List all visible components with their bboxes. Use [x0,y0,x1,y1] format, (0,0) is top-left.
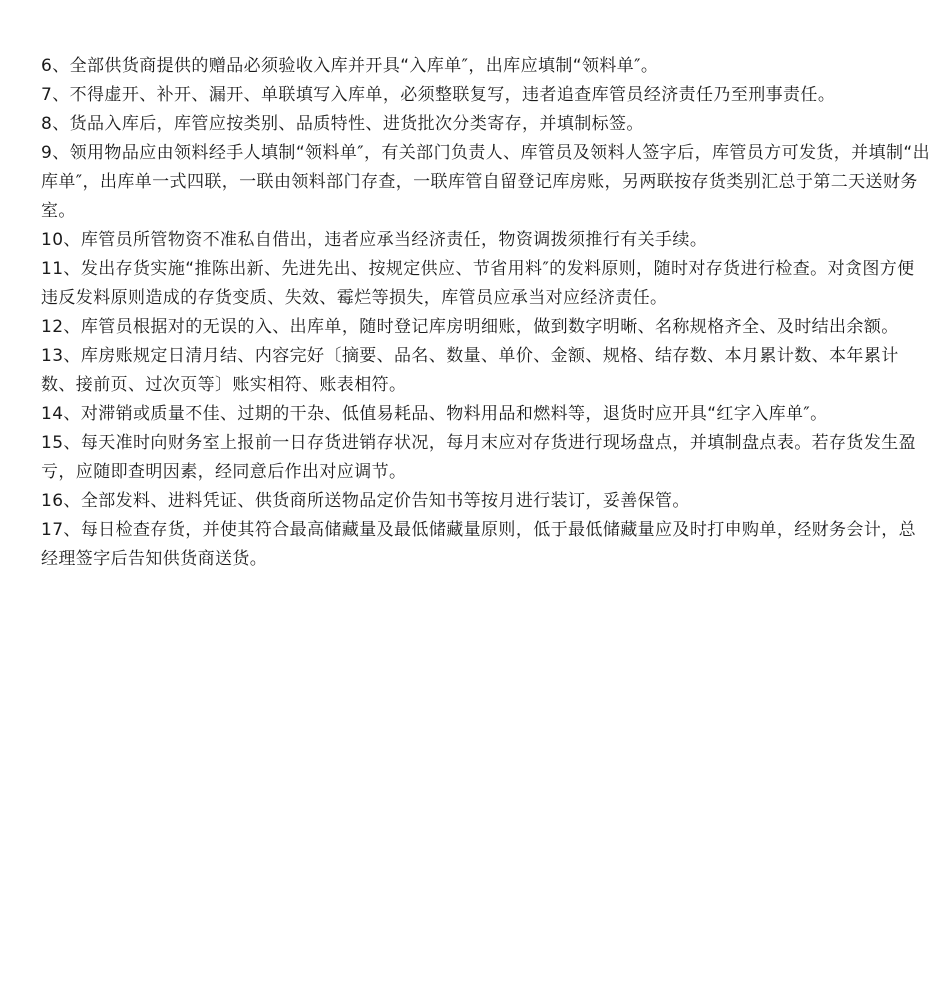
rule-paragraph-7: 7、不得虚开、补开、漏开、单联填写入库单，必须整联复写，违者追查库管员经济责任乃至刑事责任。 [41,85,836,105]
rule-paragraph-8: 8、货品入库后，库管应按类别、品质特性、进货批次分类寄存，并填制标签。 [41,114,644,134]
document-body [41,52,931,574]
rule-paragraph-9: 9、领用物品应由领料经手人填制“领料单″，有关部门负责人、库管员及领料人签字后，库管员方可发货，并填制“出库单″，出库单一式四联，一联由领料部门存查，一联库管自留登记库房账，另两联按存货类别汇总于第二天送财务室。 [41,143,930,221]
rule-paragraph-13: 13、库房账规定日清月结、内容完好〔摘要、品名、数量、单价、金额、规格、结存数、本月累计数、本年累计数、接前页、过次页等〕账实相符、账表相符。 [41,346,899,395]
rule-paragraph-16: 16、全部发料、进料凭证、供货商所送物品定价告知书等按月进行装订，妥善保管。 [41,491,690,511]
rule-paragraph-14: 14、对滞销或质量不佳、过期的干杂、低值易耗品、物料用品和燃料等，退货时应开具“红字入库单″。 [41,404,828,424]
rule-paragraph-17: 17、每日检查存货，并使其符合最高储藏量及最低储藏量原则，低于最低储藏量应及时打申购单，经财务会计，总经理签字后告知供货商送货。 [41,520,917,569]
rule-paragraph-11: 11、发出存货实施“推陈出新、先进先出、按规定供应、节省用料″的发料原则，随时对存货进行检查。对贪图方便违反发料原则造成的存货变质、失效、霉烂等损失，库管员应承当对应经济责任。 [41,259,915,308]
rule-paragraph-10: 10、库管员所管物资不准私自借出，违者应承当经济责任，物资调拨须推行有关手续。 [41,230,708,250]
rule-paragraph-6: 6、全部供货商提供的赠品必须验收入库并开具“入库单″，出库应填制“领料单″。 [41,56,659,76]
rule-paragraph-12: 12、库管员根据对的无误的入、出库单，随时登记库房明细账，做到数字明晰、名称规格齐全、及时结出余额。 [41,317,899,337]
rule-paragraph-15: 15、每天准时向财务室上报前一日存货进销存状况，每月末应对存货进行现场盘点，并填制盘点表。若存货发生盈亏，应随即查明因素，经同意后作出对应调节。 [41,433,917,482]
